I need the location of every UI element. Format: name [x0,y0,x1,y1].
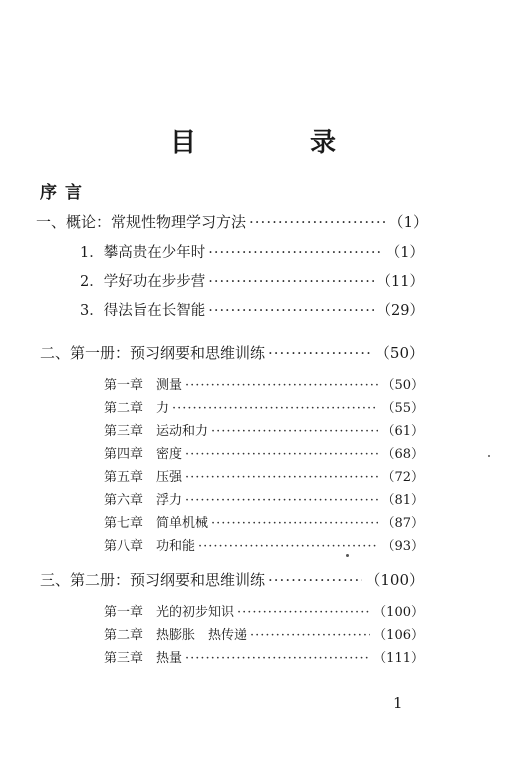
toc-entry-label: 二、第一册：预习纲要和思维训练 [40,344,266,362]
toc-entry-page: （100） [373,605,424,620]
toc-entry-page: （61） [381,424,424,439]
toc-entry-page: （72） [381,470,424,485]
toc-entry-label: 三、第二册：预习纲要和思维训练 [40,571,266,589]
toc-entry-2-ch1 [104,374,424,393]
toc-entry-page: （29） [376,303,424,319]
toc-leader-dots [208,274,373,290]
toc-entry-label: 第一章 测量 [104,378,183,393]
toc-entry-page: （50） [374,344,424,362]
toc-entry-3-ch3 [104,647,424,666]
toc-entry-page: （50） [381,378,424,393]
toc-entry-1-1 [80,241,424,262]
toc-leader-dots [249,213,385,231]
toc-leader-dots [268,344,372,362]
toc-entry-2-ch2 [104,397,424,416]
toc-entry-3-ch2 [104,624,424,643]
toc-entry-label: 1．攀高贵在少年时 [80,245,206,261]
toc-entry-page: （87） [381,516,424,531]
toc-leader-dots [211,424,378,439]
toc-entry-page: （93） [381,539,424,554]
toc-leader-dots [172,401,378,416]
toc-entry-page: （100） [365,571,424,589]
toc-entry-label: 第二章 热膨胀 热传递 [104,628,248,643]
page-number: 1 [393,694,403,712]
toc-entry-2-ch3 [104,420,424,439]
toc-leader-dots [185,470,378,485]
toc-entry-page: （1） [385,245,424,261]
toc-entry-2-ch7 [104,512,424,531]
toc-leader-dots [211,516,378,531]
toc-entry-2-ch4 [104,443,424,462]
toc-leader-dots [185,447,378,462]
page-title: 目 录 [169,128,380,158]
toc-entry-label: 第四章 密度 [104,447,183,462]
toc-leader-dots [208,245,383,261]
toc-entry-2-ch8 [104,535,424,554]
preface-heading: 序言 [40,183,90,203]
toc-entry-label: 第一章 光的初步知识 [104,605,235,620]
toc-leader-dots [198,539,378,554]
toc-leader-dots [237,605,370,620]
toc-entry-label: 第五章 压强 [104,470,183,485]
toc-entry-1-2 [80,270,424,291]
toc-leader-dots [185,493,378,508]
toc-entry-page: （55） [381,401,424,416]
toc-entry-page: （11） [376,274,424,290]
toc-entry-page: （111） [373,651,424,666]
toc-leader-dots [185,651,370,666]
toc-entry-label: 第七章 简单机械 [104,516,209,531]
toc-entry-label: 第六章 浮力 [104,493,183,508]
toc-entry-label: 第八章 功和能 [104,539,196,554]
toc-entry-label: 一、概论：常规性物理学习方法 [36,213,247,231]
toc-entry-part-1 [36,211,428,232]
toc-entry-page: （106） [373,628,424,643]
toc-entry-2-ch5 [104,466,424,485]
toc-entry-label: 第二章 力 [104,401,170,416]
toc-leader-dots [185,378,378,393]
toc-entry-part-3 [40,569,424,590]
scan-speck [488,455,490,457]
toc-leader-dots [268,571,362,589]
toc-entry-page: （68） [381,447,424,462]
toc-entry-label: 第三章 运动和力 [104,424,209,439]
toc-entry-label: 2．学好功在步步营 [80,274,206,290]
toc-leader-dots [250,628,370,643]
toc-leader-dots [208,303,373,319]
toc-entry-label: 3．得法旨在长智能 [80,303,206,319]
toc-entry-part-2 [40,342,424,363]
toc-entry-page: （81） [381,493,424,508]
scan-speck [346,554,349,557]
toc-entry-page: （1） [388,213,428,231]
toc-entry-3-ch1 [104,601,424,620]
toc-entry-label: 第三章 热量 [104,651,183,666]
toc-entry-2-ch6 [104,489,424,508]
toc-entry-1-3 [80,299,424,320]
